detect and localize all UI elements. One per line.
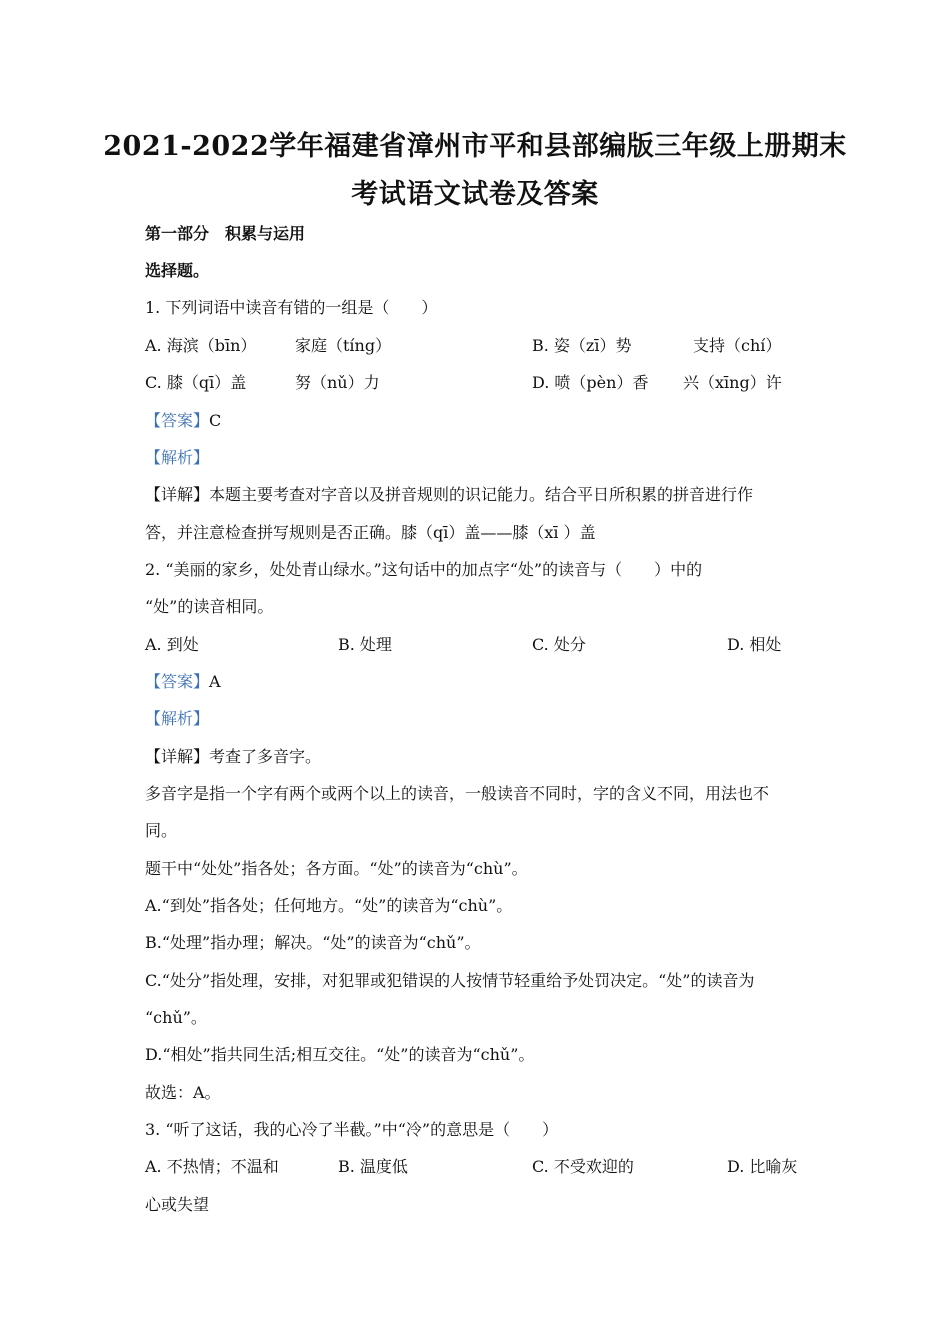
- q3-option-d: D. 比喻灰: [727, 1157, 798, 1176]
- q1-option-c-2: 努（nǔ）力: [295, 373, 380, 392]
- q2-option-b: B. 处理: [338, 635, 392, 654]
- section-heading: 第一部分 积累与运用: [145, 224, 306, 243]
- q1-option-a-2: 家庭（tíng）: [295, 336, 392, 355]
- q2-answer: [145, 672, 221, 692]
- q2-option-c: C. 处分: [532, 635, 586, 654]
- q1-option-b-2: 支持（chí）: [693, 336, 782, 355]
- q2-option-d: D. 相处: [727, 635, 782, 654]
- answer-tag: 【答案】: [145, 411, 210, 430]
- q1-option-d-1: D. 喷（pèn）香: [532, 373, 649, 392]
- q1-detail-line-2: 答，并注意检查拼写规则是否正确。膝（qī）盖——膝（xī ）盖: [145, 523, 596, 542]
- q3-option-d-continued: 心或失望: [145, 1195, 210, 1214]
- q1-option-c-1: C. 膝（qī）盖: [145, 373, 247, 392]
- subsection-heading: 选择题。: [145, 261, 210, 280]
- q2-stem-line-1: 2. “美丽的家乡，处处青山绿水。”这句话中的加点字“处”的读音与（ ）中的: [145, 560, 703, 579]
- q2-conclusion: 故选：A。: [145, 1083, 221, 1102]
- q3-option-c: C. 不受欢迎的: [532, 1157, 634, 1176]
- q1-analysis-tag: 【解析】: [145, 448, 210, 467]
- q2-paragraph-5-line-2: “chǔ”。: [145, 1008, 207, 1027]
- q3-option-a: A. 不热情；不温和: [145, 1157, 279, 1176]
- q2-answer-value: A: [209, 672, 221, 691]
- q1-detail-text-1: 本题主要考查对字音以及拼音规则的识记能力。结合平日所积累的拼音进行作: [209, 485, 754, 504]
- q2-analysis-tag: 【解析】: [145, 709, 210, 728]
- document-title-line-1: 2021-2022学年福建省漳州市平和县部编版三年级上册期末: [103, 131, 847, 162]
- q1-option-a-1: A. 海滨（bīn）: [145, 336, 257, 355]
- q1-stem: 1. 下列词语中读音有错的一组是（ ）: [145, 298, 438, 317]
- q2-detail-text: 考查了多音字。: [209, 747, 322, 766]
- detail-tag: 【详解】: [145, 485, 210, 504]
- q3-stem: 3. “听了这话，我的心冷了半截。”中“冷”的意思是（ ）: [145, 1120, 559, 1139]
- document-title-line-2: 考试语文试卷及答案: [351, 179, 599, 210]
- q2-paragraph-4: B.“处理”指办理；解决。“处”的读音为“chǔ”。: [145, 933, 481, 952]
- q1-detail-line-1: [145, 485, 753, 505]
- answer-tag: 【答案】: [145, 672, 210, 691]
- q2-paragraph-6: D.“相处”指共同生活;相互交往。“处”的读音为“chǔ”。: [145, 1045, 535, 1064]
- q2-detail: [145, 747, 321, 767]
- q2-paragraph-5-line-1: C.“处分”指处理，安排，对犯罪或犯错误的人按情节轻重给予处罚决定。“处”的读音为: [145, 971, 755, 990]
- q2-paragraph-1-line-1: 多音字是指一个字有两个或两个以上的读音，一般读音不同时，字的含义不同，用法也不: [145, 784, 770, 803]
- q2-paragraph-1-line-2: 同。: [145, 821, 178, 840]
- q2-paragraph-2: 题干中“处处”指各处；各方面。“处”的读音为“chù”。: [145, 859, 528, 878]
- q1-option-d-2: 兴（xīng）许: [683, 373, 782, 392]
- detail-tag: 【详解】: [145, 747, 210, 766]
- q2-option-a: A. 到处: [145, 635, 199, 654]
- q1-answer-value: C: [209, 411, 222, 430]
- q3-option-b: B. 温度低: [338, 1157, 408, 1176]
- q1-answer: [145, 411, 221, 431]
- q2-paragraph-3: A.“到处”指各处；任何地方。“处”的读音为“chù”。: [145, 896, 513, 915]
- q1-option-b-1: B. 姿（zī）势: [532, 336, 632, 355]
- q2-stem-line-2: “处”的读音相同。: [145, 597, 274, 616]
